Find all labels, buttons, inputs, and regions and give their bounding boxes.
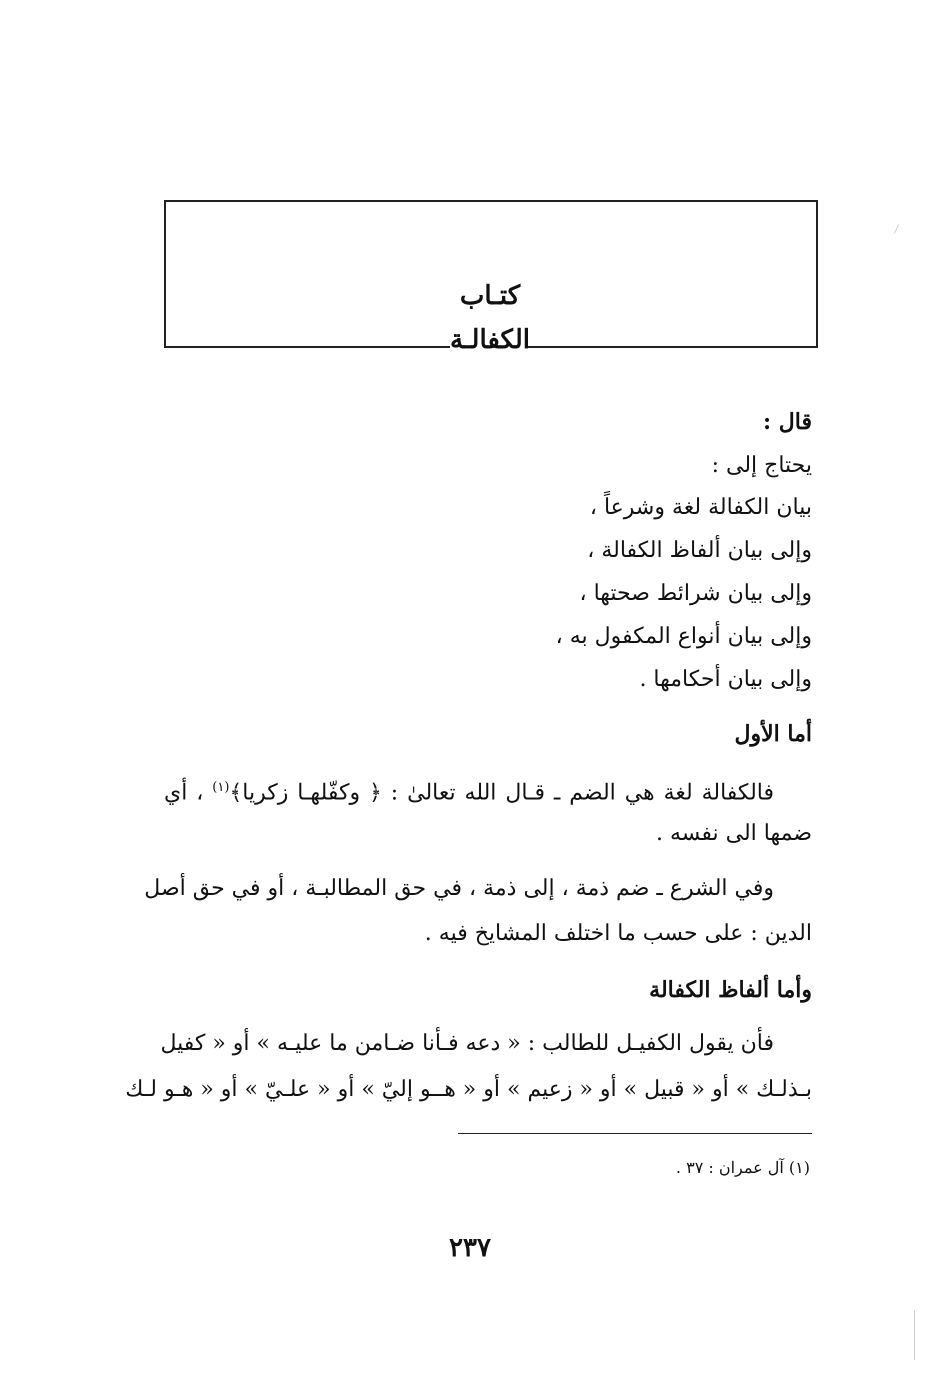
chapter-title-kitab: كتـاب [459,281,521,311]
footnote-ref: (١) [212,780,230,795]
paragraph-line: الدين : على حسب ما اختلف المشايخ فيه . [424,921,812,946]
intro-item: وإلى بيان ألفاظ الكفالة ، [587,538,812,563]
section-heading-wording: وأما ألفاظ الكفالة [649,977,812,1003]
chapter-title-kafala: الكفالـة [449,325,531,355]
scan-mark [894,224,899,233]
page-number: ٢٣٧ [449,1233,491,1263]
paragraph-text: ، أي [164,780,213,806]
paragraph-line: فأن يقول الكفيـل للطالب : « دعه فـأنا ضـامن ما عليـه » أو « كفيل [160,1031,774,1056]
paragraph-line: ضمها الى نفسه . [655,821,812,846]
footnote: (١) آل عمران : ٣٧ . [675,1158,810,1177]
intro-qal: قال : [763,409,812,435]
intro-item: بيان الكفالة لغة وشرعاً ، [589,495,812,520]
paragraph-line: وفي الشرع ـ ضم ذمة ، إلى ذمة ، في حق المطالبـة ، أو في حق أصل [144,876,774,901]
intro-item: وإلى بيان أنواع المكفول به ، [555,624,812,649]
paragraph-text: فالكفالة لغة هي الضم ـ قـال الله تعالىٰ : ﴿ وكفّلهـا زكريا﴾ [229,780,774,806]
intro-item: وإلى بيان أحكامها . [639,667,812,692]
footnote-divider [458,1133,812,1134]
paragraph-line [164,772,774,809]
scan-mark [914,1310,915,1360]
intro-item: وإلى بيان شرائط صحتها ، [579,581,812,606]
paragraph-line: بـذلـك » أو « قبيل » أو « زعيم » أو « هــو إليّ » أو « علـيّ » أو « هـو لـك [125,1077,812,1102]
section-heading-first: أما الأول [734,721,812,747]
intro-needs: يحتاج إلى : [711,453,812,478]
